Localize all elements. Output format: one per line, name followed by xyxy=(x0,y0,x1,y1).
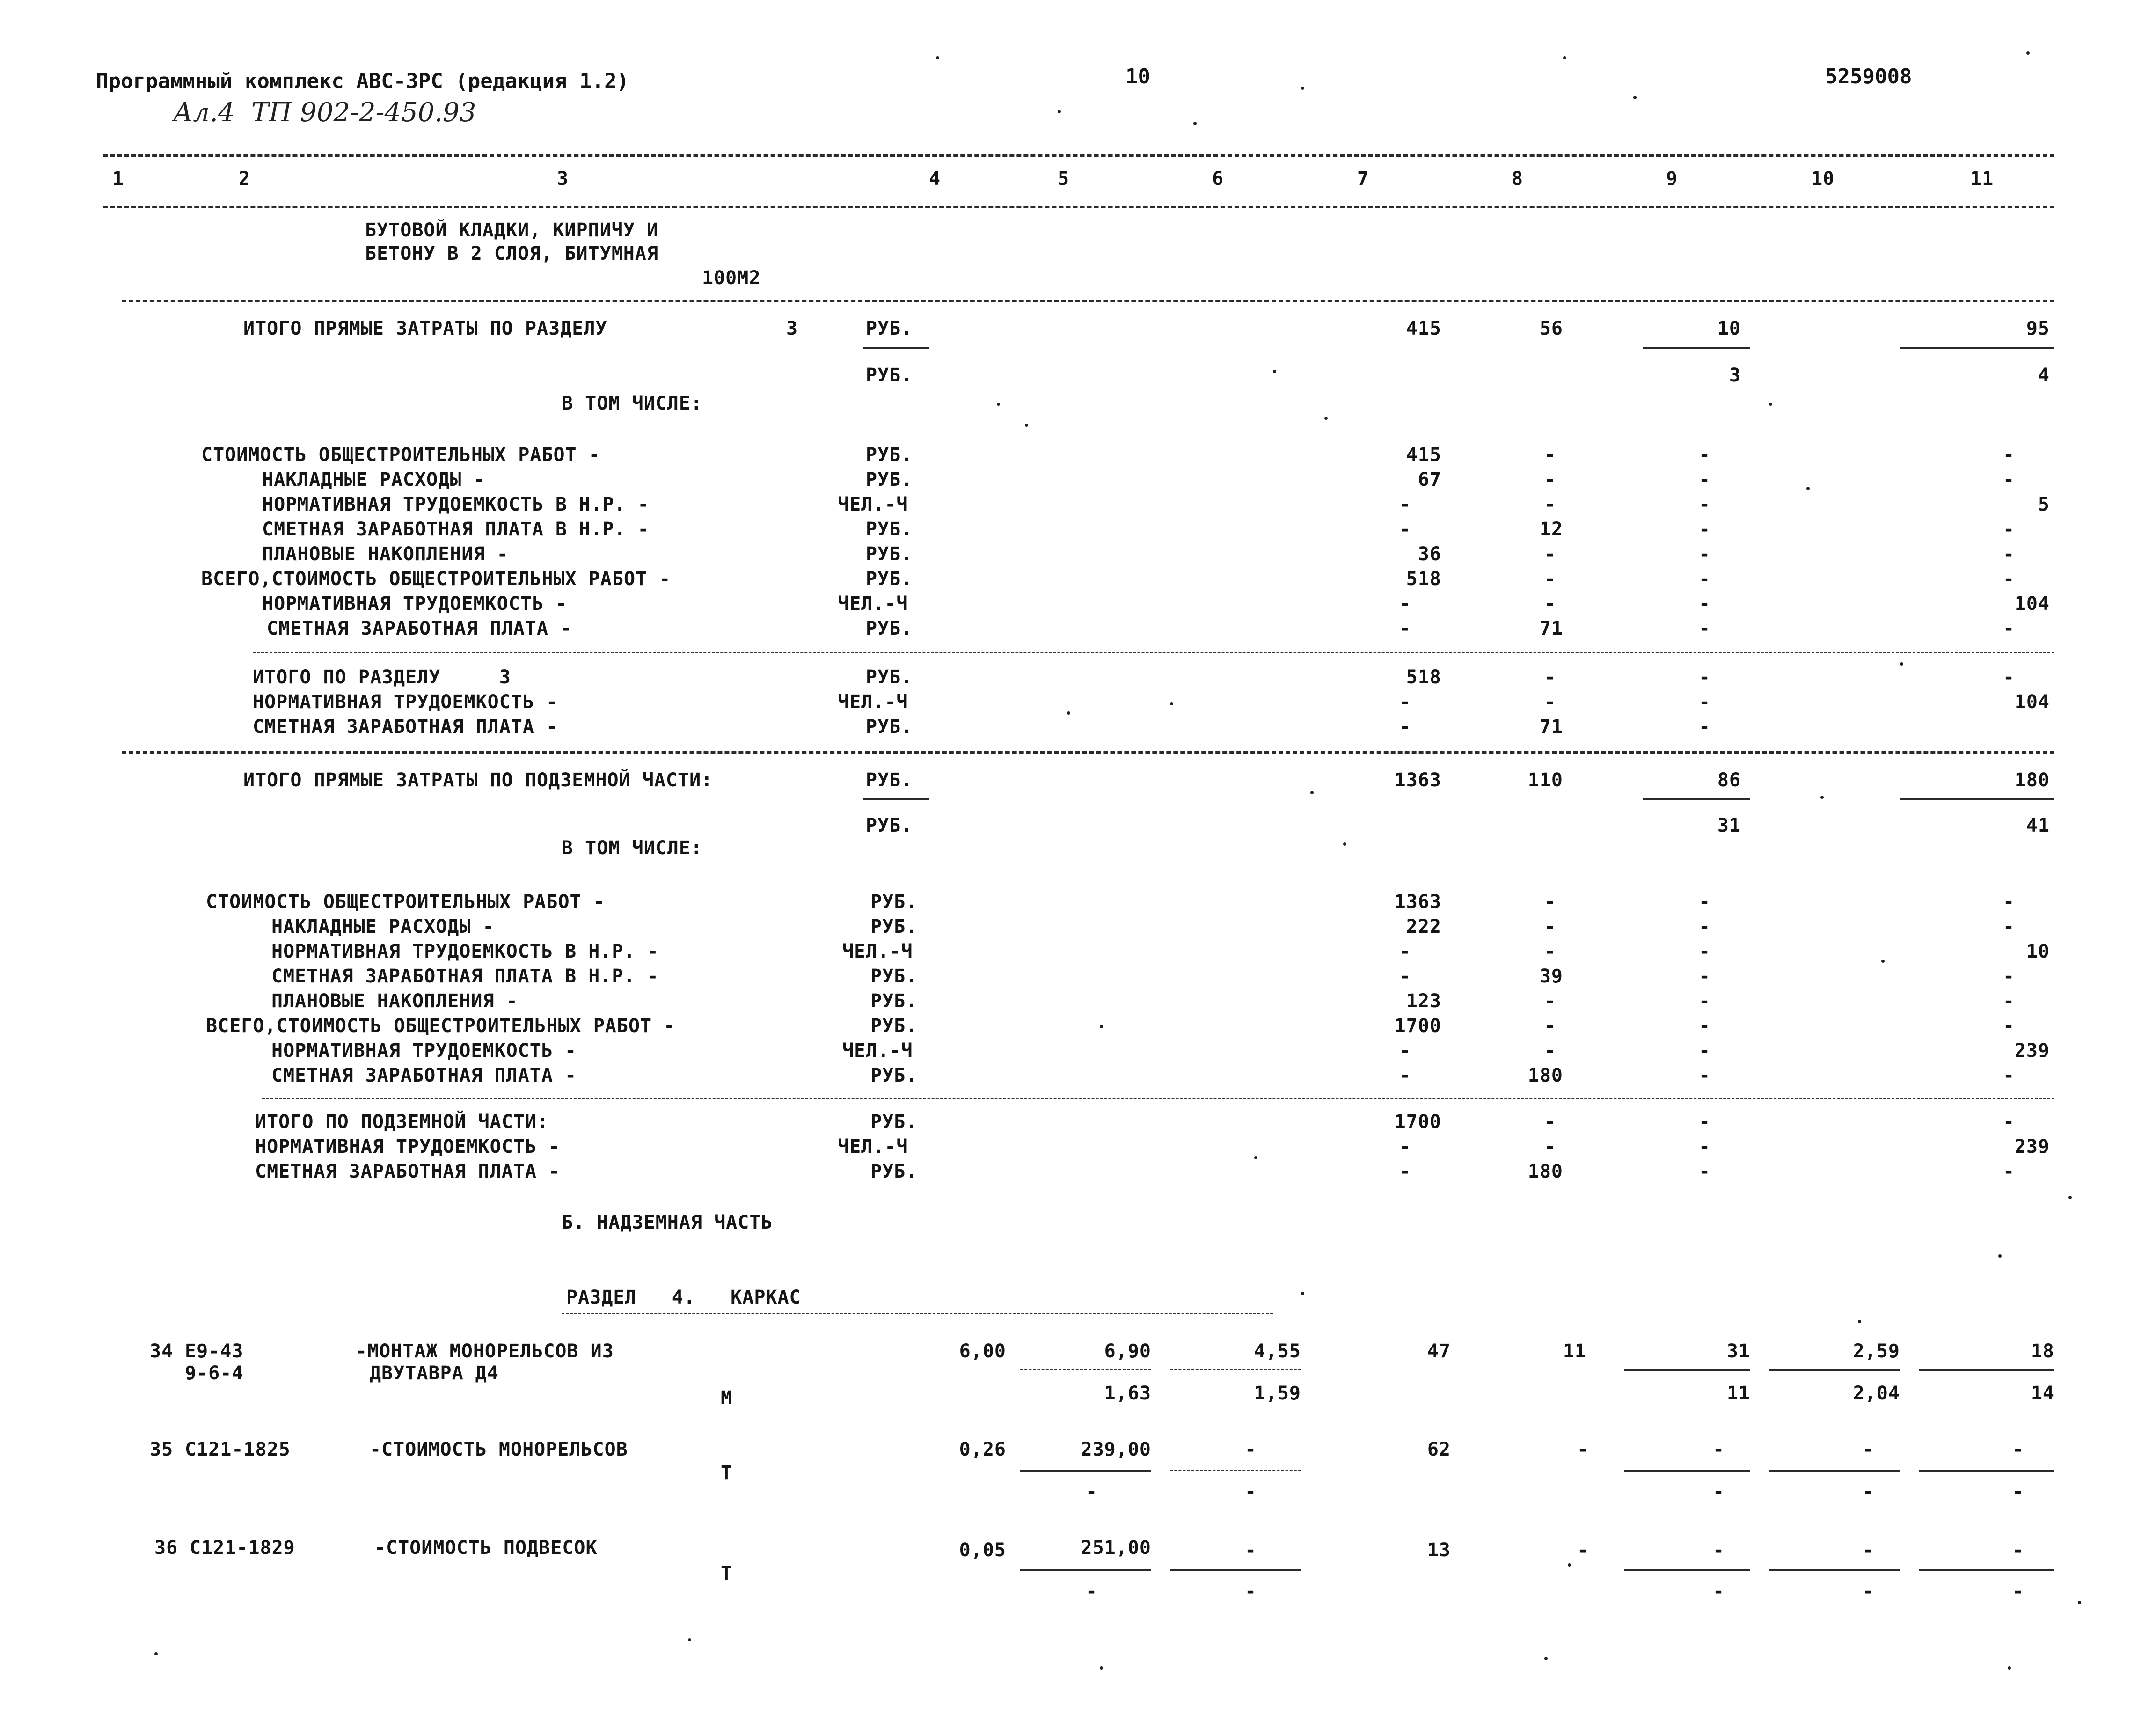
under-row-c7: 1363 xyxy=(1394,891,1441,913)
col-3: 3 xyxy=(557,168,569,190)
under-row-unit: РУБ. xyxy=(870,966,918,987)
scan-speck xyxy=(1806,487,1810,490)
scan-speck xyxy=(1067,711,1070,715)
section-4-title: РАЗДЕЛ 4. КАРКАС xyxy=(566,1287,801,1308)
rule xyxy=(1020,1470,1151,1472)
under-total-label: ИТОГО ПРЯМЫЕ ЗАТРАТЫ ПО ПОДЗЕМНОЙ ЧАСТИ: xyxy=(243,769,713,791)
under-row-c7: 123 xyxy=(1406,990,1441,1012)
under-row-c7: - xyxy=(1399,966,1411,987)
under-total-c11: 180 xyxy=(2014,769,2050,791)
sec3-row-c8: - xyxy=(1544,543,1557,565)
item-code-2: 9-6-4 xyxy=(185,1362,244,1384)
sec3-itog-c7: 518 xyxy=(1406,667,1441,688)
item-sub-c6: - xyxy=(1245,1581,1257,1602)
item-c7: 62 xyxy=(1427,1439,1451,1460)
under-row-c9: - xyxy=(1699,966,1711,987)
scan-speck xyxy=(1633,96,1637,99)
under-row-label: СТОИМОСТЬ ОБЩЕСТРОИТЕЛЬНЫХ РАБОТ - xyxy=(206,891,605,913)
under-row-c11: - xyxy=(2003,1065,2015,1086)
item-c9: 31 xyxy=(1726,1340,1750,1362)
under-row-c11: - xyxy=(2003,990,2015,1012)
sec3-row-unit: РУБ. xyxy=(866,469,913,491)
under-itog-c7: - xyxy=(1399,1161,1411,1182)
item-c10: 2,59 xyxy=(1853,1340,1900,1362)
under-itog-c8: 180 xyxy=(1527,1161,1563,1182)
item-c9: - xyxy=(1713,1539,1725,1561)
col-6: 6 xyxy=(1212,168,1224,190)
sec3-row-label: НОРМАТИВНАЯ ТРУДОЕМКОСТЬ - xyxy=(262,593,568,615)
scan-speck xyxy=(1998,1254,2002,1258)
sec3-itog-c7: - xyxy=(1399,691,1411,713)
sec3-sub-unit: РУБ. xyxy=(866,365,913,386)
item-sub-c5: - xyxy=(1086,1581,1098,1602)
scan-speck xyxy=(1058,110,1061,113)
sec3-row-label: СМЕТНАЯ ЗАРАБОТНАЯ ПЛАТА В Н.Р. - xyxy=(262,519,650,540)
scan-speck xyxy=(1100,1666,1103,1670)
under-row-c9: - xyxy=(1699,916,1711,938)
under-sub-c11: 41 xyxy=(2026,815,2050,836)
under-itog-unit: ЧЕЛ.-Ч xyxy=(838,1136,908,1157)
sec3-row-c11: 104 xyxy=(2014,593,2050,615)
under-itog-c11: - xyxy=(2003,1111,2015,1133)
intro-rule xyxy=(122,300,2054,302)
scan-speck xyxy=(997,403,1000,406)
rule xyxy=(1919,1470,2054,1472)
sec3-row-c7: - xyxy=(1399,494,1411,515)
item-sub-c9: - xyxy=(1713,1481,1725,1502)
under-row-c7: - xyxy=(1399,941,1411,962)
sec3-itog-unit: РУБ. xyxy=(866,716,913,738)
rule xyxy=(1624,1369,1750,1371)
scan-speck xyxy=(1301,1292,1304,1295)
rule xyxy=(253,652,2054,653)
under-row-c8: 180 xyxy=(1527,1065,1563,1086)
item-number: 36 xyxy=(154,1537,178,1559)
sec3-row-c7: 415 xyxy=(1406,444,1441,466)
item-description: -МОНТАЖ МОНОРЕЛЬСОВ ИЗ xyxy=(356,1340,614,1362)
sec3-row-c8: - xyxy=(1544,444,1557,466)
above-title: Б. НАДЗЕМНАЯ ЧАСТЬ xyxy=(562,1212,773,1233)
intro-unit: 100М2 xyxy=(702,267,761,289)
sec3-row-c9: - xyxy=(1699,469,1711,491)
under-itog-c7: 1700 xyxy=(1394,1111,1441,1133)
under-row-c8: - xyxy=(1544,941,1557,962)
rule xyxy=(1170,1569,1301,1571)
under-itog-c11: - xyxy=(2003,1161,2015,1182)
sec3-row-c11: 5 xyxy=(2038,494,2050,515)
sec3-itog-c9: - xyxy=(1699,716,1711,738)
scan-speck xyxy=(1273,370,1276,373)
col-1: 1 xyxy=(112,168,124,190)
sec3-row-c9: - xyxy=(1699,543,1711,565)
sec3-row-c7: - xyxy=(1399,519,1411,540)
scan-speck xyxy=(1881,960,1885,963)
scan-speck xyxy=(1858,1320,1861,1323)
under-itog-unit: РУБ. xyxy=(870,1111,918,1133)
sec3-row-unit: РУБ. xyxy=(866,543,913,565)
under-row-unit: РУБ. xyxy=(870,916,918,938)
under-row-c9: - xyxy=(1699,941,1711,962)
under-row-c7: - xyxy=(1399,1040,1411,1062)
item-sub-c10: - xyxy=(1863,1581,1875,1602)
item-code: С121-1825 xyxy=(185,1439,291,1460)
sec3-row-label: ПЛАНОВЫЕ НАКОПЛЕНИЯ - xyxy=(262,543,509,565)
header-bottom-rule xyxy=(103,206,2054,208)
item-unit: Т xyxy=(721,1462,733,1484)
item-c5: 251,00 xyxy=(1081,1537,1151,1559)
item-c9: - xyxy=(1713,1439,1725,1460)
scan-speck xyxy=(1025,424,1028,427)
item-sub-c11: - xyxy=(2012,1581,2024,1602)
sec3-row-unit: РУБ. xyxy=(866,618,913,639)
rule xyxy=(1769,1369,1900,1371)
under-row-c11: - xyxy=(2003,966,2015,987)
under-itog-c8: - xyxy=(1544,1111,1557,1133)
item-qty: 0,05 xyxy=(959,1539,1006,1561)
scan-speck xyxy=(936,56,939,59)
sec3-row-c7: 518 xyxy=(1406,568,1441,590)
under-row-c8: - xyxy=(1544,1040,1557,1062)
under-total-c9: 86 xyxy=(1717,769,1741,791)
under-row-c11: 239 xyxy=(2014,1040,2050,1062)
scan-speck xyxy=(1343,842,1346,846)
sec3-row-unit: РУБ. xyxy=(866,519,913,540)
page-number: 10 xyxy=(1126,65,1150,88)
item-c6: 4,55 xyxy=(1254,1340,1301,1362)
under-total-c8: 110 xyxy=(1527,769,1563,791)
program-title: Программный комплекс АВС-ЗРС (редакция 1.2) xyxy=(96,69,629,93)
sec3-itog-c8: - xyxy=(1544,667,1557,688)
under-total-c7: 1363 xyxy=(1394,769,1441,791)
rule xyxy=(1020,1569,1151,1571)
sec3-row-label: ВСЕГО,СТОИМОСТЬ ОБЩЕСТРОИТЕЛЬНЫХ РАБОТ - xyxy=(201,568,671,590)
rule xyxy=(1170,1369,1301,1370)
sec3-row-c11: - xyxy=(2003,444,2015,466)
under-itog-unit: РУБ. xyxy=(870,1161,918,1182)
under-row-label: СМЕТНАЯ ЗАРАБОТНАЯ ПЛАТА В Н.Р. - xyxy=(271,966,659,987)
under-row-c9: - xyxy=(1699,1015,1711,1037)
item-c7: 13 xyxy=(1427,1539,1451,1561)
sec3-incl: В ТОМ ЧИСЛЕ: xyxy=(562,393,702,414)
intro-line-1: БУТОВОЙ КЛАДКИ, КИРПИЧУ И xyxy=(365,220,659,241)
item-code: С121-1829 xyxy=(190,1537,295,1559)
item-c8: - xyxy=(1577,1539,1589,1561)
item-c10: - xyxy=(1863,1539,1875,1561)
sec3-row-c7: - xyxy=(1399,618,1411,639)
rule xyxy=(1170,1470,1301,1471)
scan-speck xyxy=(1310,791,1314,794)
item-qty: 0,26 xyxy=(959,1439,1006,1460)
sec3-row-c8: 12 xyxy=(1539,519,1563,540)
sec3-itog-c9: - xyxy=(1699,691,1711,713)
under-row-c8: - xyxy=(1544,891,1557,913)
sec3-itog-unit: ЧЕЛ.-Ч xyxy=(838,691,908,713)
sec3-itog-c8: 71 xyxy=(1539,716,1563,738)
handwritten-doc-ref: Ал.4 ТП 902-2-450.93 xyxy=(173,97,476,128)
under-row-c9: - xyxy=(1699,990,1711,1012)
col-2: 2 xyxy=(239,168,251,190)
under-itog-label: НОРМАТИВНАЯ ТРУДОЕМКОСТЬ - xyxy=(255,1136,561,1157)
sec3-itog-label: НОРМАТИВНАЯ ТРУДОЕМКОСТЬ - xyxy=(253,691,558,713)
rule xyxy=(1769,1470,1900,1472)
item-c11: - xyxy=(2012,1439,2024,1460)
scan-speck xyxy=(1820,796,1824,799)
under-row-unit: РУБ. xyxy=(870,1015,918,1037)
sec3-row-unit: ЧЕЛ.-Ч xyxy=(838,494,908,515)
item-number: 35 xyxy=(150,1439,174,1460)
rule xyxy=(262,1098,2054,1099)
col-7: 7 xyxy=(1357,168,1369,190)
under-row-c7: - xyxy=(1399,1065,1411,1086)
under-itog-label: ИТОГО ПО ПОДЗЕМНОЙ ЧАСТИ: xyxy=(255,1111,549,1133)
under-itog-label: СМЕТНАЯ ЗАРАБОТНАЯ ПЛАТА - xyxy=(255,1161,561,1182)
under-row-c8: - xyxy=(1544,990,1557,1012)
col-5: 5 xyxy=(1058,168,1070,190)
item-description: -СТОИМОСТЬ МОНОРЕЛЬСОВ xyxy=(370,1439,628,1460)
rule xyxy=(1919,1569,2054,1571)
item-c7: 47 xyxy=(1427,1340,1451,1362)
item-number: 34 xyxy=(150,1340,174,1362)
under-row-c11: - xyxy=(2003,891,2015,913)
sec3-row-label: СМЕТНАЯ ЗАРАБОТНАЯ ПЛАТА - xyxy=(267,618,572,639)
sec3-row-c9: - xyxy=(1699,444,1711,466)
under-sub-c9: 31 xyxy=(1717,815,1741,836)
scan-speck xyxy=(2068,1196,2072,1199)
sec3-itog-c7: - xyxy=(1399,716,1411,738)
sec3-row-c7: 36 xyxy=(1418,543,1441,565)
rule xyxy=(1900,347,2054,349)
rule xyxy=(1769,1569,1900,1571)
item-c8: 11 xyxy=(1563,1340,1586,1362)
sec3-row-c8: - xyxy=(1544,568,1557,590)
document-code: 5259008 xyxy=(1825,65,1912,88)
under-row-unit: РУБ. xyxy=(870,1065,918,1086)
sec3-itog-label: ИТОГО ПО РАЗДЕЛУ 3 xyxy=(253,667,511,688)
rule xyxy=(1020,1369,1151,1370)
scan-speck xyxy=(2078,1601,2081,1604)
scan-speck xyxy=(1900,662,1903,666)
sec3-itog-unit: РУБ. xyxy=(866,667,913,688)
sec3-row-c9: - xyxy=(1699,593,1711,615)
scan-speck xyxy=(1324,417,1328,420)
rule xyxy=(1643,798,1750,800)
under-row-c11: 10 xyxy=(2026,941,2050,962)
sec3-row-c11: - xyxy=(2003,568,2015,590)
rule xyxy=(1919,1369,2054,1371)
sec3-row-c9: - xyxy=(1699,618,1711,639)
under-row-unit: ЧЕЛ.-Ч xyxy=(842,1040,913,1062)
scan-speck xyxy=(2026,51,2030,55)
scan-speck xyxy=(1544,1657,1548,1660)
section-rule xyxy=(122,751,2054,754)
sec3-itog-c8: - xyxy=(1544,691,1557,713)
under-row-label: СМЕТНАЯ ЗАРАБОТНАЯ ПЛАТА - xyxy=(271,1065,577,1086)
item-sub-c10: 2,04 xyxy=(1853,1383,1900,1404)
sec3-row-c8: - xyxy=(1544,494,1557,515)
item-sub-c9: 11 xyxy=(1726,1383,1750,1404)
sec3-total-c9: 10 xyxy=(1717,318,1741,339)
sec3-sub-c9: 3 xyxy=(1729,365,1741,386)
sec3-itog-c9: - xyxy=(1699,667,1711,688)
rule xyxy=(863,798,929,800)
under-itog-c7: - xyxy=(1399,1136,1411,1157)
sec3-row-c7: 67 xyxy=(1418,469,1441,491)
item-c10: - xyxy=(1863,1439,1875,1460)
item-sub-c6: 1,59 xyxy=(1254,1383,1301,1404)
under-row-c11: - xyxy=(2003,916,2015,938)
under-row-unit: РУБ. xyxy=(870,990,918,1012)
item-unit: М xyxy=(721,1387,733,1409)
rule xyxy=(1624,1569,1750,1571)
sec3-total-unit: РУБ. xyxy=(866,318,913,339)
item-c11: 18 xyxy=(2031,1340,2054,1362)
sec3-total-c7: 415 xyxy=(1406,318,1441,339)
col-10: 10 xyxy=(1811,168,1835,190)
under-row-c9: - xyxy=(1699,1065,1711,1086)
scan-speck xyxy=(1769,403,1772,406)
under-row-c9: - xyxy=(1699,1040,1711,1062)
header-top-rule xyxy=(103,154,2054,157)
rule xyxy=(1643,347,1750,349)
sec3-total-num: 3 xyxy=(786,318,798,339)
scan-speck xyxy=(154,1652,158,1655)
sec3-row-label: СТОИМОСТЬ ОБЩЕСТРОИТЕЛЬНЫХ РАБОТ - xyxy=(201,444,600,466)
item-qty: 6,00 xyxy=(959,1340,1006,1362)
sec3-row-label: НОРМАТИВНАЯ ТРУДОЕМКОСТЬ В Н.Р. - xyxy=(262,494,650,515)
scan-speck xyxy=(1563,56,1566,59)
scan-speck xyxy=(1193,122,1197,125)
item-c5: 6,90 xyxy=(1104,1340,1151,1362)
sec3-row-c11: - xyxy=(2003,519,2015,540)
item-description: -СТОИМОСТЬ ПОДВЕСОК xyxy=(374,1537,598,1559)
sec3-row-unit: РУБ. xyxy=(866,568,913,590)
sec3-itog-c11: 104 xyxy=(2014,691,2050,713)
item-c6: - xyxy=(1245,1439,1257,1460)
under-row-c9: - xyxy=(1699,891,1711,913)
col-9: 9 xyxy=(1666,168,1678,190)
sec3-total-c8: 56 xyxy=(1539,318,1563,339)
item-sub-c6: - xyxy=(1245,1481,1257,1502)
sec3-row-unit: РУБ. xyxy=(866,444,913,466)
item-sub-c11: - xyxy=(2012,1481,2024,1502)
under-row-c8: 39 xyxy=(1539,966,1563,987)
under-row-unit: ЧЕЛ.-Ч xyxy=(842,941,913,962)
item-sub-c5: 1,63 xyxy=(1104,1383,1151,1404)
under-row-c8: - xyxy=(1544,1015,1557,1037)
under-itog-c9: - xyxy=(1699,1111,1711,1133)
item-c6: - xyxy=(1245,1539,1257,1561)
scan-speck xyxy=(688,1638,691,1641)
under-itog-c8: - xyxy=(1544,1136,1557,1157)
under-row-c7: 1700 xyxy=(1394,1015,1441,1037)
col-4: 4 xyxy=(929,168,941,190)
item-sub-c9: - xyxy=(1713,1581,1725,1602)
under-row-c8: - xyxy=(1544,916,1557,938)
under-sub-unit: РУБ. xyxy=(866,815,913,836)
col-8: 8 xyxy=(1512,168,1524,190)
sec3-row-c7: - xyxy=(1399,593,1411,615)
scan-speck xyxy=(2008,1666,2011,1670)
rule xyxy=(1900,798,2054,800)
item-sub-c11: 14 xyxy=(2031,1383,2054,1404)
scan-speck xyxy=(1568,1563,1571,1567)
sec3-row-c11: - xyxy=(2003,618,2015,639)
item-c11: - xyxy=(2012,1539,2024,1561)
sec3-row-c8: - xyxy=(1544,593,1557,615)
under-row-label: НОРМАТИВНАЯ ТРУДОЕМКОСТЬ - xyxy=(271,1040,577,1062)
scan-speck xyxy=(1254,1156,1257,1159)
sec3-sub-c11: 4 xyxy=(2038,365,2050,386)
under-row-c7: 222 xyxy=(1406,916,1441,938)
sec3-itog-label: СМЕТНАЯ ЗАРАБОТНАЯ ПЛАТА - xyxy=(253,716,558,738)
scan-speck xyxy=(1301,87,1304,90)
item-unit: Т xyxy=(721,1563,733,1584)
sec3-total-label: ИТОГО ПРЯМЫЕ ЗАТРАТЫ ПО РАЗДЕЛУ xyxy=(243,318,607,339)
sec3-row-c11: - xyxy=(2003,543,2015,565)
item-c5: 239,00 xyxy=(1081,1439,1151,1460)
sec3-row-c8: - xyxy=(1544,469,1557,491)
item-sub-c5: - xyxy=(1086,1481,1098,1502)
sec3-row-label: НАКЛАДНЫЕ РАСХОДЫ - xyxy=(262,469,485,491)
rule xyxy=(562,1313,1273,1314)
sec3-total-c11: 95 xyxy=(2026,318,2050,339)
under-itog-c9: - xyxy=(1699,1136,1711,1157)
scan-speck xyxy=(1170,702,1173,705)
rule xyxy=(863,347,929,349)
sec3-row-c8: 71 xyxy=(1539,618,1563,639)
under-row-label: ПЛАНОВЫЕ НАКОПЛЕНИЯ - xyxy=(271,990,518,1012)
under-itog-c9: - xyxy=(1699,1161,1711,1182)
under-itog-c11: 239 xyxy=(2014,1136,2050,1157)
under-total-unit: РУБ. xyxy=(866,769,913,791)
under-row-label: ВСЕГО,СТОИМОСТЬ ОБЩЕСТРОИТЕЛЬНЫХ РАБОТ - xyxy=(206,1015,676,1037)
under-row-label: НОРМАТИВНАЯ ТРУДОЕМКОСТЬ В Н.Р. - xyxy=(271,941,659,962)
item-sub-c10: - xyxy=(1863,1481,1875,1502)
col-11: 11 xyxy=(1970,168,1994,190)
intro-line-2: БЕТОНУ В 2 СЛОЯ, БИТУМНАЯ xyxy=(365,243,659,264)
under-row-unit: РУБ. xyxy=(870,891,918,913)
under-row-label: НАКЛАДНЫЕ РАСХОДЫ - xyxy=(271,916,495,938)
item-code: Е9-43 xyxy=(185,1340,244,1362)
item-description-2: ДВУТАВРА Д4 xyxy=(370,1362,499,1384)
item-c8: - xyxy=(1577,1439,1589,1460)
scan-speck xyxy=(1100,1025,1103,1028)
rule xyxy=(1624,1470,1750,1472)
sec3-row-c9: - xyxy=(1699,494,1711,515)
sec3-row-c9: - xyxy=(1699,568,1711,590)
under-incl: В ТОМ ЧИСЛЕ: xyxy=(562,837,702,859)
sec3-row-c9: - xyxy=(1699,519,1711,540)
sec3-row-c11: - xyxy=(2003,469,2015,491)
under-row-c11: - xyxy=(2003,1015,2015,1037)
sec3-itog-c11: - xyxy=(2003,667,2015,688)
sec3-row-unit: ЧЕЛ.-Ч xyxy=(838,593,908,615)
